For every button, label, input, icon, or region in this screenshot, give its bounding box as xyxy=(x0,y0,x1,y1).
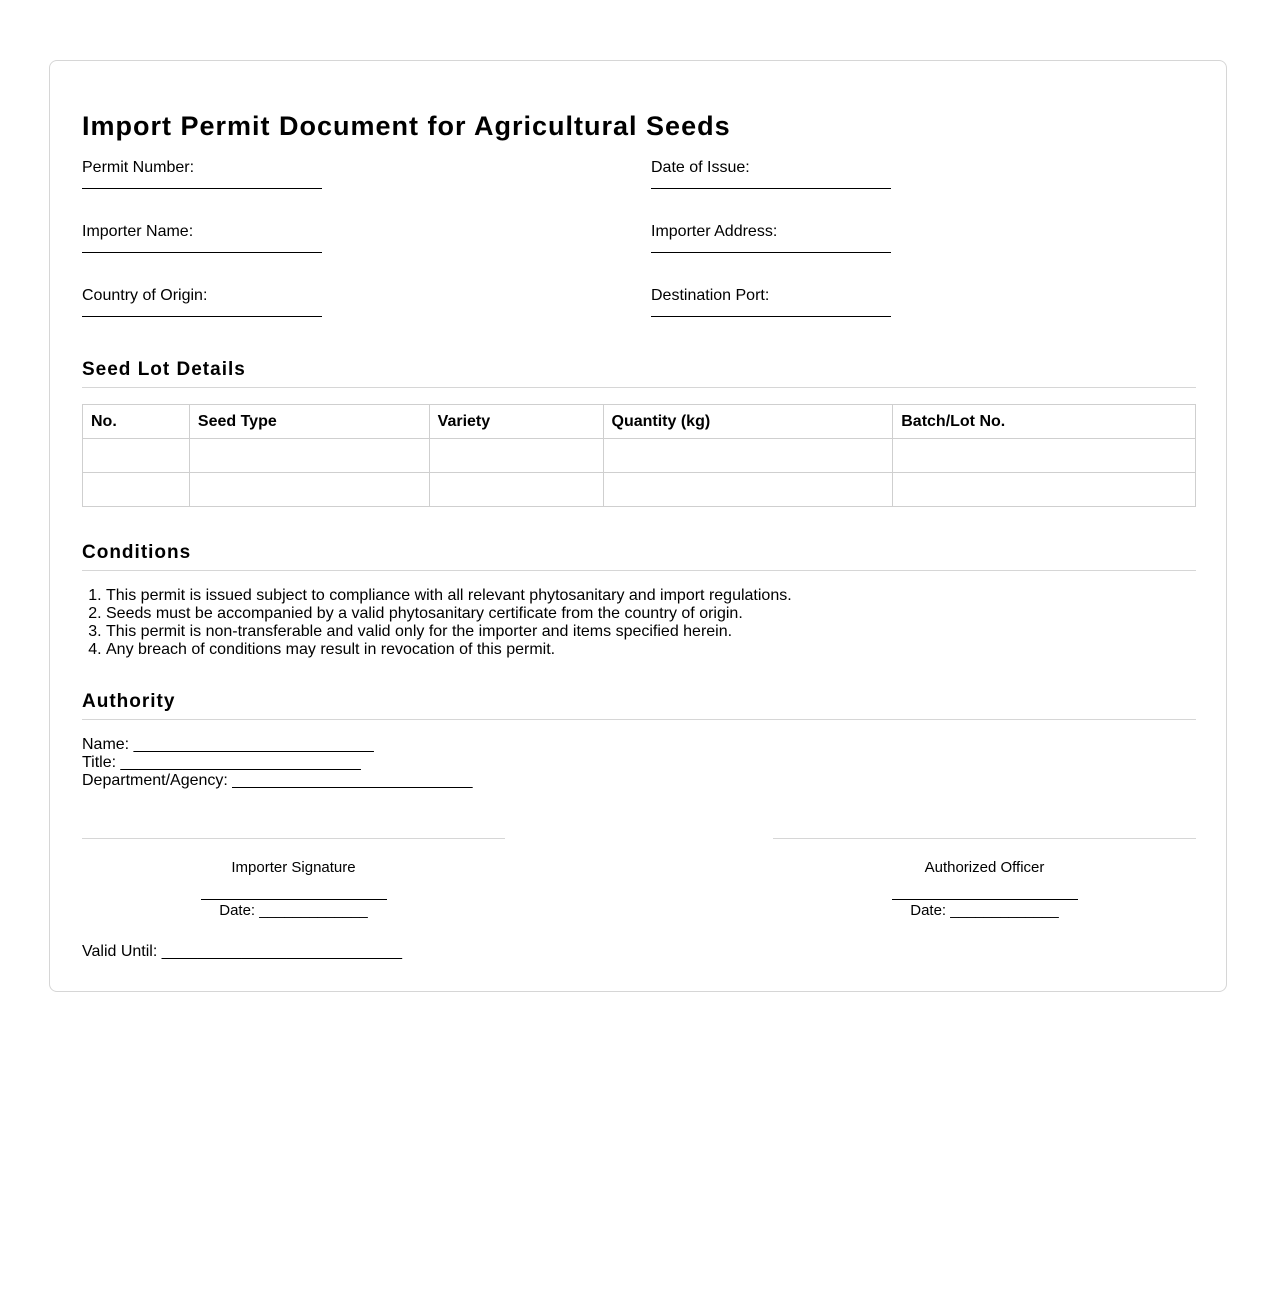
permit-number-line[interactable] xyxy=(82,188,322,189)
importer-address-line[interactable] xyxy=(651,252,891,253)
divider xyxy=(773,838,1196,839)
conditions-list xyxy=(82,587,792,659)
document-title: Import Permit Document for Agricultural Seeds xyxy=(82,111,731,141)
table-header-row xyxy=(83,405,1196,439)
table-cell[interactable] xyxy=(189,473,429,507)
officer-date-field[interactable]: Date: _____________ xyxy=(910,902,1059,919)
date-of-issue-label: Date of Issue: xyxy=(651,159,750,176)
officer-signature-line[interactable] xyxy=(892,899,1078,900)
condition-item: 1. This permit is issued subject to compliance with all relevant phytosanitary and import regulations. xyxy=(106,587,792,605)
importer-name-label: Importer Name: xyxy=(82,223,194,240)
column-header: Variety xyxy=(429,405,603,439)
importer-signature-block xyxy=(82,838,505,920)
valid-until-field[interactable]: Valid Until: ___________________________ xyxy=(82,943,402,960)
table-cell[interactable] xyxy=(83,473,190,507)
officer-signature-label: Authorized Officer xyxy=(924,859,1045,876)
permit-number-field[interactable] xyxy=(82,159,382,189)
date-of-issue-line[interactable] xyxy=(651,188,891,189)
authority-heading: Authority xyxy=(82,691,1196,720)
table-row xyxy=(83,439,1196,473)
importer-signature-label: Importer Signature xyxy=(231,859,356,876)
country-of-origin-field[interactable] xyxy=(82,287,382,317)
authority-block xyxy=(82,736,473,790)
column-header: Quantity (kg) xyxy=(603,405,893,439)
destination-port-line[interactable] xyxy=(651,316,891,317)
importer-address-field[interactable] xyxy=(651,223,951,253)
table-cell[interactable] xyxy=(603,473,893,507)
country-of-origin-label: Country of Origin: xyxy=(82,287,208,304)
authority-department-field[interactable]: Department/Agency: ___________________________ xyxy=(82,772,473,789)
column-header: Seed Type xyxy=(189,405,429,439)
divider xyxy=(82,838,505,839)
table-cell[interactable] xyxy=(603,439,893,473)
table-cell[interactable] xyxy=(429,473,603,507)
permit-number-label: Permit Number: xyxy=(82,159,195,176)
seed-lot-heading: Seed Lot Details xyxy=(82,359,1196,388)
authority-name-field[interactable]: Name: ___________________________ xyxy=(82,736,374,753)
importer-address-label: Importer Address: xyxy=(651,223,778,240)
country-of-origin-line[interactable] xyxy=(82,316,322,317)
destination-port-field[interactable] xyxy=(651,287,951,317)
table-cell[interactable] xyxy=(189,439,429,473)
column-header: Batch/Lot No. xyxy=(893,405,1196,439)
table-cell[interactable] xyxy=(893,439,1196,473)
column-header: No. xyxy=(83,405,190,439)
destination-port-label: Destination Port: xyxy=(651,287,770,304)
importer-date-field[interactable]: Date: _____________ xyxy=(219,902,368,919)
condition-item: 2. Seeds must be accompanied by a valid phytosanitary certificate from the country of origin. xyxy=(106,605,792,623)
authority-title-field[interactable]: Title: ___________________________ xyxy=(82,754,361,771)
seed-lot-table xyxy=(82,404,1196,507)
importer-name-line[interactable] xyxy=(82,252,322,253)
table-cell[interactable] xyxy=(83,439,190,473)
date-of-issue-field[interactable] xyxy=(651,159,951,189)
importer-signature-line[interactable] xyxy=(201,899,387,900)
permit-document-card xyxy=(49,60,1227,992)
condition-item: 3. This permit is non-transferable and valid only for the importer and items specified herein. xyxy=(106,623,792,641)
officer-signature-block xyxy=(773,838,1196,920)
table-cell[interactable] xyxy=(893,473,1196,507)
condition-item: 4. Any breach of conditions may result in revocation of this permit. xyxy=(106,641,792,659)
importer-name-field[interactable] xyxy=(82,223,382,253)
conditions-heading: Conditions xyxy=(82,542,1196,571)
table-cell[interactable] xyxy=(429,439,603,473)
table-row xyxy=(83,473,1196,507)
